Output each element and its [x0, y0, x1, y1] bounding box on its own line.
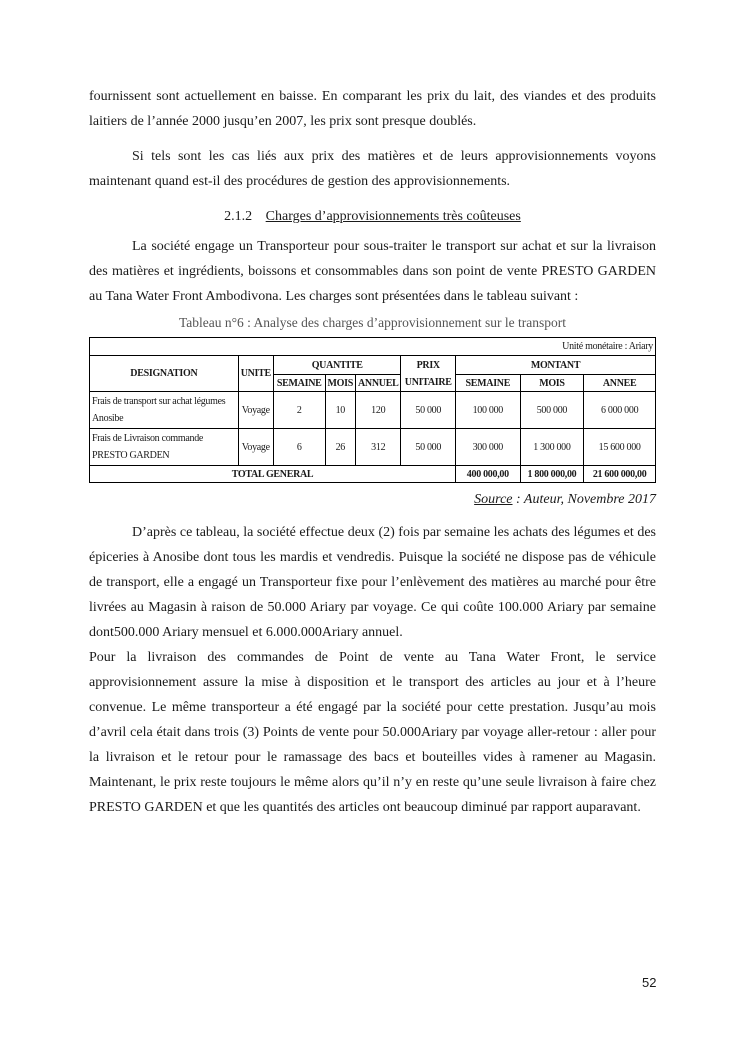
source-label: Source	[474, 492, 513, 507]
cell-montant-mois: 500 000	[520, 392, 584, 429]
cell-montant-mois: 1 300 000	[520, 429, 584, 466]
cell-montant-semaine: 300 000	[456, 429, 521, 466]
header-montant-semaine: SEMAINE	[456, 375, 521, 392]
header-quantite: QUANTITE	[273, 356, 401, 375]
header-prix: PRIX	[401, 356, 456, 375]
cell-montant-annee: 15 600 000	[584, 429, 656, 466]
cell-prix: 50 000	[401, 392, 456, 429]
total-mois: 1 800 000,00	[520, 466, 584, 483]
table-total-row	[90, 466, 656, 483]
cell-annuel: 120	[356, 392, 401, 429]
header-montant: MONTANT	[456, 356, 656, 375]
total-semaine: 400 000,00	[456, 466, 521, 483]
paragraph-intro: La société engage un Transporteur pour sous-traiter le transport sur achat et sur la livraison des matières et ingrédients, boissons et consommables dans son point de vente PRESTO GARDEN au Tana Water Front Ambodivona. Les charges sont présentées dans le tableau suivant :	[89, 239, 656, 304]
cell-semaine: 6	[273, 429, 325, 466]
total-annee: 21 600 000,00	[584, 466, 656, 483]
header-unitaire: UNITAIRE	[401, 375, 456, 392]
page-number: 52	[642, 975, 657, 990]
table-source	[89, 487, 656, 512]
cell-mois: 10	[325, 392, 355, 429]
table-row	[90, 429, 656, 466]
cell-montant-annee: 6 000 000	[584, 392, 656, 429]
section-number: 2.1.2	[224, 209, 253, 224]
header-semaine: SEMAINE	[273, 375, 325, 392]
header-mois: MOIS	[325, 375, 355, 392]
table-row	[90, 392, 656, 429]
header-montant-mois: MOIS	[520, 375, 584, 392]
cell-designation: Frais de transport sur achat légumes Anosibe	[90, 392, 239, 429]
section-title: Charges d’approvisionnements très coûteuses	[265, 209, 521, 224]
paragraph-continuation: fournissent sont actuellement en baisse. En comparant les prix du lait, des viandes et des produits laitiers de l’année 2000 jusqu’en 2007, les prix sont presque doublés.	[89, 89, 656, 129]
cell-montant-semaine: 100 000	[456, 392, 521, 429]
total-label: TOTAL GENERAL	[90, 466, 456, 483]
paragraph-delivery: Pour la livraison des commandes de Point de vente au Tana Water Front, le service approvisionnement assure la mise à disposition et le transport des articles au jour et à l’heure convenue. Le même transporteur a été engagé par la société pour cette prestation. Jusqu’au mois d’avril cela était dans trois (3) Points de vente pour 50.000Ariary par voyage aller-retour : aller pour la livraison et le retour pour le ramassage des bacs et bouteilles vides à ramener au Magasin. Maintenant, le prix reste toujours le même alors qu’il n’y en reste qu’une seule livraison à faire chez PRESTO GARDEN et que les quantités des articles ont beaucoup diminué par rapport auparavant.	[89, 650, 656, 815]
cell-prix: 50 000	[401, 429, 456, 466]
cell-mois: 26	[325, 429, 355, 466]
table-unit-note: Unité monétaire : Ariary	[90, 338, 656, 356]
table-caption: Tableau n°6 : Analyse des charges d’approvisionnement sur le transport	[179, 315, 566, 330]
header-annuel: ANNUEL	[356, 375, 401, 392]
header-designation: DESIGNATION	[90, 356, 239, 392]
header-unite: UNITE	[238, 356, 273, 392]
cell-semaine: 2	[273, 392, 325, 429]
header-montant-annee: ANNEE	[584, 375, 656, 392]
cell-annuel: 312	[356, 429, 401, 466]
cell-designation: Frais de Livraison commande PRESTO GARDEN	[90, 429, 239, 466]
paragraph-procedures: Si tels sont les cas liés aux prix des matières et de leurs approvisionnements voyons maintenant quand est-il des procédures de gestion des approvisionnements.	[89, 149, 656, 189]
paragraph-analysis: D’après ce tableau, la société effectue deux (2) fois par semaine les achats des légumes et des épiceries à Anosibe dont tous les mardis et vendredis. Puisque la société ne dispose pas de véhicule de transport, elle a engagé un Transporteur fixe pour l’enlèvement des matières au marché pour être livrées au Magasin à raison de 50.000 Ariary par voyage. Ce qui coûte 100.000 Ariary par semaine dont500.000 Ariary mensuel et 6.000.000Ariary annuel.	[89, 525, 656, 640]
transport-charges-table	[89, 337, 656, 483]
section-heading	[89, 204, 656, 229]
cell-unite: Voyage	[238, 429, 273, 466]
source-text: : Auteur, Novembre 2017	[512, 492, 656, 507]
cell-unite: Voyage	[238, 392, 273, 429]
page-body	[89, 84, 656, 820]
